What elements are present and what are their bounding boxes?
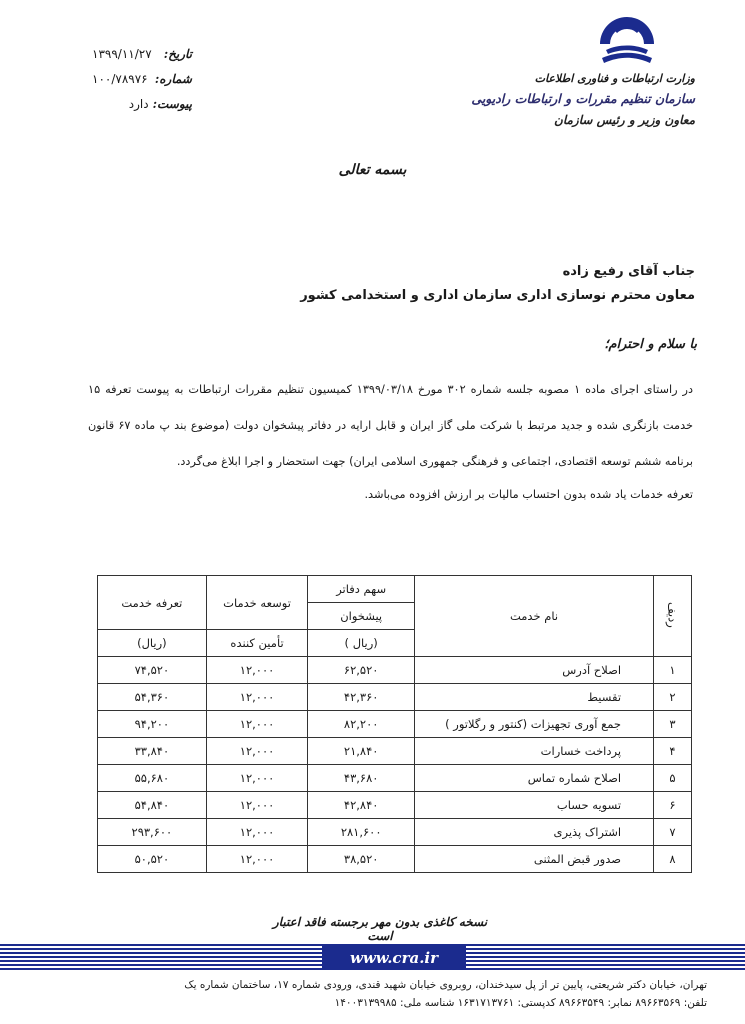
row-index: ۸ [654,846,692,873]
cra-logo [592,14,662,70]
row-service-name: پرداخت خسارات [415,738,654,765]
row-tariff: ۷۴,۵۲۰ [98,657,207,684]
row-index: ۴ [654,738,692,765]
row-tariff: ۵۴,۸۴۰ [98,792,207,819]
letter-body [88,372,693,513]
row-service-name: اشتراک پذیری [415,819,654,846]
header-share-line2: پیشخوان [308,603,415,630]
organization-block [465,70,695,130]
addressee-name: جناب آقای رفیع زاده [562,264,695,279]
row-service-dev: ۱۲,۰۰۰ [206,711,308,738]
table-header-row [98,576,692,603]
row-office-share: ۳۸,۵۲۰ [308,846,415,873]
row-office-share: ۴۳,۶۸۰ [308,765,415,792]
organization-name: سازمان تنظیم مقررات و ارتباطات رادیویی [471,91,695,106]
row-tariff: ۵۰,۵۲۰ [98,846,207,873]
row-tariff: ۳۳,۸۴۰ [98,738,207,765]
date-row [92,42,192,67]
row-office-share: ۸۲,۲۰۰ [308,711,415,738]
header-share-line1: سهم دفاتر [308,576,415,603]
attachment-label: پیوست: [152,97,192,111]
letter-meta [92,42,192,117]
header-tariff-unit: (ریال) [98,630,207,657]
row-service-name: تقسیط [415,684,654,711]
row-service-name: تسویه حساب [415,792,654,819]
row-index: ۱ [654,657,692,684]
website-link[interactable]: www.cra.ir [322,946,466,970]
row-office-share: ۲۸۱,۶۰۰ [308,819,415,846]
row-service-dev: ۱۲,۰۰۰ [206,684,308,711]
date-value: ۱۳۹۹/۱۱/۲۷ [92,47,152,61]
row-service-dev: ۱۲,۰۰۰ [206,765,308,792]
addressee-block [245,260,695,308]
row-office-share: ۲۱,۸۴۰ [308,738,415,765]
row-service-dev: ۱۲,۰۰۰ [206,657,308,684]
footer-band [0,944,745,972]
table-row [98,738,692,765]
addressee-title: معاون محترم نوسازی اداری سازمان اداری و استخدامی کشور [300,288,695,303]
row-service-name: اصلاح آدرس [415,657,654,684]
row-service-dev: ۱۲,۰۰۰ [206,738,308,765]
date-label: تاریخ: [163,47,192,61]
ministry-name: وزارت ارتباطات و فناوری اطلاعات [534,72,695,85]
header-tariff-line1: تعرفه خدمت [98,576,207,630]
stamp-validity-note: نسخه کاغذی بدون مهر برجسته فاقد اعتبار است [272,915,488,943]
row-office-share: ۴۲,۳۶۰ [308,684,415,711]
number-row [92,67,192,92]
footer-contact: تلفن: ۸۹۶۶۳۵۶۹ نمابر: ۸۹۶۶۳۵۴۹ کدپستی: ۱۶۳۱۷۱۳۷۶۱ شناسه ملی: ۱۴۰۰۳۱۳۹۹۸۵ [334,997,707,1009]
header-dev-line1: توسعه خدمات [206,576,308,630]
row-office-share: ۶۲,۵۲۰ [308,657,415,684]
table-row [98,792,692,819]
attachment-value: دارد [128,97,149,111]
body-paragraph: در راستای اجرای ماده ۱ مصوبه جلسه شماره ۳۰۲ مورخ ۱۳۹۹/۰۳/۱۸ کمیسیون تنظیم مقررات ارتباطات به پیوست تعرفه ۱۵ خدمت بازنگری شده و جدید مرتبط با شرکت ملی گاز ایران و قابل ارایه در دفاتر پیشخوان دولت (موضوع بند پ ماده ۶۷ قانون برنامه ششم توسعه اقتصادی، اجتماعی و فرهنگی جمهوری اسلامی ایران) جهت استحضار و اجرا ابلاغ می‌گردد. [88,383,693,468]
header-index [654,576,692,657]
row-index: ۶ [654,792,692,819]
row-tariff: ۵۴,۳۶۰ [98,684,207,711]
header-service-name: نام خدمت [415,576,654,657]
table-row [98,765,692,792]
row-service-name: اصلاح شماره تماس [415,765,654,792]
signatory-title: معاون وزیر و رئیس سازمان [554,113,695,127]
header-dev-line2: تأمین کننده [206,630,308,657]
row-service-dev: ۱۲,۰۰۰ [206,792,308,819]
row-service-name: صدور قبض المثنی [415,846,654,873]
footer-address: تهران، خیابان دکتر شریعتی، پایین تر از پل سیدخندان، روبروی خیابان شهید قندی، ورودی شماره ۱۷، ساختمان شماره یک [184,979,707,991]
header-index-label: ردیف [665,601,680,628]
greeting: با سلام و احترام؛ [604,337,697,352]
table-row [98,819,692,846]
attachment-row [92,92,192,117]
row-service-name: جمع آوری تجهیزات (کنتور و رگلاتور ) [415,711,654,738]
basmala: بسمه تعالی [338,162,407,178]
row-service-dev: ۱۲,۰۰۰ [206,846,308,873]
number-label: شماره: [154,72,192,86]
row-office-share: ۴۲,۸۴۰ [308,792,415,819]
row-tariff: ۵۵,۶۸۰ [98,765,207,792]
row-tariff: ۹۴,۲۰۰ [98,711,207,738]
table-row [98,684,692,711]
row-service-dev: ۱۲,۰۰۰ [206,819,308,846]
table-row [98,657,692,684]
header-share-unit: (ریال ) [308,630,415,657]
table-row [98,711,692,738]
row-tariff: ۲۹۳,۶۰۰ [98,819,207,846]
row-index: ۳ [654,711,692,738]
number-value: ۱۰۰/۷۸۹۷۶ [92,72,148,86]
row-index: ۵ [654,765,692,792]
table-row [98,846,692,873]
tariff-table [97,575,692,873]
vat-note: تعرفه خدمات یاد شده بدون احتساب مالیات بر ارزش افزوده می‌باشد. [364,488,693,501]
row-index: ۲ [654,684,692,711]
row-index: ۷ [654,819,692,846]
